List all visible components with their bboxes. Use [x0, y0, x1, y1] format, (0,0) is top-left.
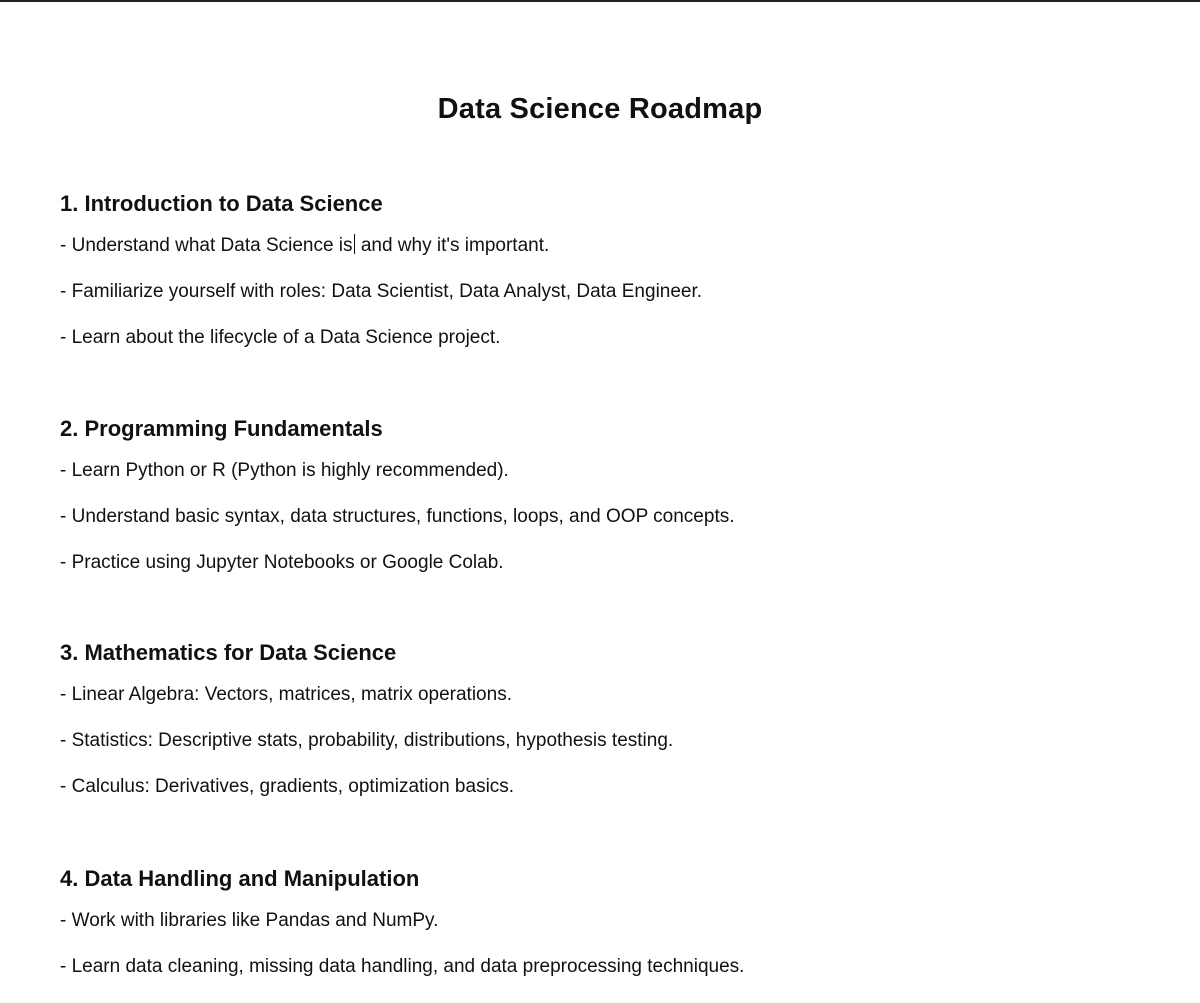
section-mathematics	[60, 640, 1160, 799]
list-item[interactable]	[60, 234, 1160, 258]
document-page[interactable]	[0, 2, 1200, 1003]
list-item[interactable]: - Linear Algebra: Vectors, matrices, matrix operations.	[60, 684, 512, 705]
section-item-list	[60, 683, 1160, 799]
document-title[interactable]: Data Science Roadmap	[437, 93, 763, 126]
list-item-text-before-cursor: - Understand what Data Science is	[60, 235, 353, 256]
list-item[interactable]: - Practice using Jupyter Notebooks or Google Colab.	[60, 552, 504, 573]
section-item-list	[60, 234, 1160, 350]
section-introduction	[60, 191, 1160, 350]
list-item[interactable]: - Familiarize yourself with roles: Data Scientist, Data Analyst, Data Engineer.	[60, 281, 703, 302]
list-item[interactable]: - Calculus: Derivatives, gradients, optimization basics.	[60, 776, 515, 797]
list-item[interactable]: - Learn Python or R (Python is highly recommended).	[60, 460, 509, 481]
section-item-list	[60, 459, 1160, 575]
list-item[interactable]: - Learn about the lifecycle of a Data Science project.	[60, 327, 501, 348]
list-item[interactable]: - Statistics: Descriptive stats, probability, distributions, hypothesis testing.	[60, 730, 674, 751]
section-item-list	[60, 909, 1160, 979]
section-heading[interactable]: 4. Data Handling and Manipulation	[60, 866, 420, 891]
text-cursor	[354, 234, 355, 254]
section-heading[interactable]: 1. Introduction to Data Science	[60, 191, 383, 216]
section-programming	[60, 416, 1160, 575]
section-data-handling	[60, 866, 1160, 979]
section-heading[interactable]: 2. Programming Fundamentals	[60, 416, 383, 441]
section-heading[interactable]: 3. Mathematics for Data Science	[60, 640, 397, 665]
list-item-text-after-cursor: and why it's important.	[355, 235, 550, 256]
list-item[interactable]: - Work with libraries like Pandas and NumPy.	[60, 910, 439, 931]
list-item[interactable]: - Understand basic syntax, data structures, functions, loops, and OOP concepts.	[60, 506, 735, 527]
list-item[interactable]: - Learn data cleaning, missing data handling, and data preprocessing techniques.	[60, 956, 745, 977]
